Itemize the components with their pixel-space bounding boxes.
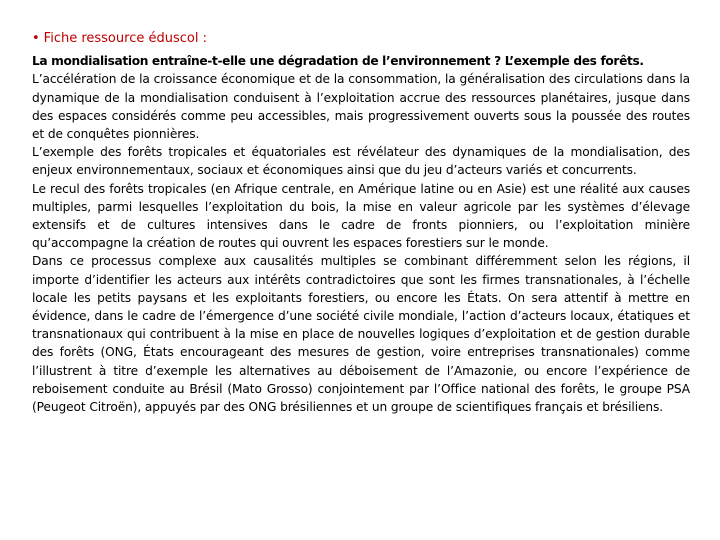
paragraph-tropical-forests: L’exemple des forêts tropicales et équatoriales est révélateur des dynamiques de la mondialisation, des enjeux environnementaux, sociaux et économiques ainsi que du jeu d’acteurs variés et concurrents.: [32, 145, 690, 178]
resource-sheet: [32, 30, 690, 416]
sheet-subtitle: La mondialisation entraîne-t-elle une dégradation de l’environnement ? L’exemple des forêts.: [32, 54, 644, 68]
bullet-icon: •: [32, 31, 40, 46]
sheet-title-text: Fiche ressource éduscol :: [43, 31, 207, 46]
paragraph-actors: Dans ce processus complexe aux causalités multiples se combinant différemment selon les régions, il importe d’identifier les acteurs aux intérêts contradictoires que sont les firmes transnationales, à l’échelle locale les petits paysans et les exploitants forestiers, ou encore les États. On sera attentif à mettre en évidence, dans le cadre de l’émergence d’une société civile mondiale, l’action d’acteurs locaux, étatiques et transnationaux qui contribuent à la mise en place de nouvelles logiques d’exploitation et de gestion durable des forêts (ONG, États encourageant des mesures de gestion, voire entreprises transnationales) comme l’illustrent à titre d’exemple les alternatives au déboisement de l’Amazonie, ou encore l’expérience de reboisement conduite au Brésil (Mato Grosso) conjointement par l’Office national des forêts, le groupe PSA (Peugeot Citroën), appuyés par des ONG brésiliennes et un groupe de scientifiques français et brésiliens.: [32, 254, 690, 415]
paragraph-acceleration: L’accélération de la croissance économique et de la consommation, la généralisation des circulations dans la dynamique de la mondialisation conduisent à l’exploitation accrue des ressources planétaires, jusque dans des espaces considérés comme peu accessibles, mais progressivement ouverts sous la poussée des routes et de conquêtes pionnières.: [32, 72, 690, 142]
paragraph-forest-decline: Le recul des forêts tropicales (en Afrique centrale, en Amérique latine ou en Asie) est une réalité aux causes multiples, parmi lesquelles l’exploitation du bois, la mise en valeur agricole par les systèmes d’élevage extensifs et de cultures intensives dans le cadre de fronts pionniers, ou l’exploitation minière qu’accompagne la création de routes qui ouvrent les espaces forestiers sur le monde.: [32, 181, 690, 251]
sheet-title: [32, 30, 690, 48]
